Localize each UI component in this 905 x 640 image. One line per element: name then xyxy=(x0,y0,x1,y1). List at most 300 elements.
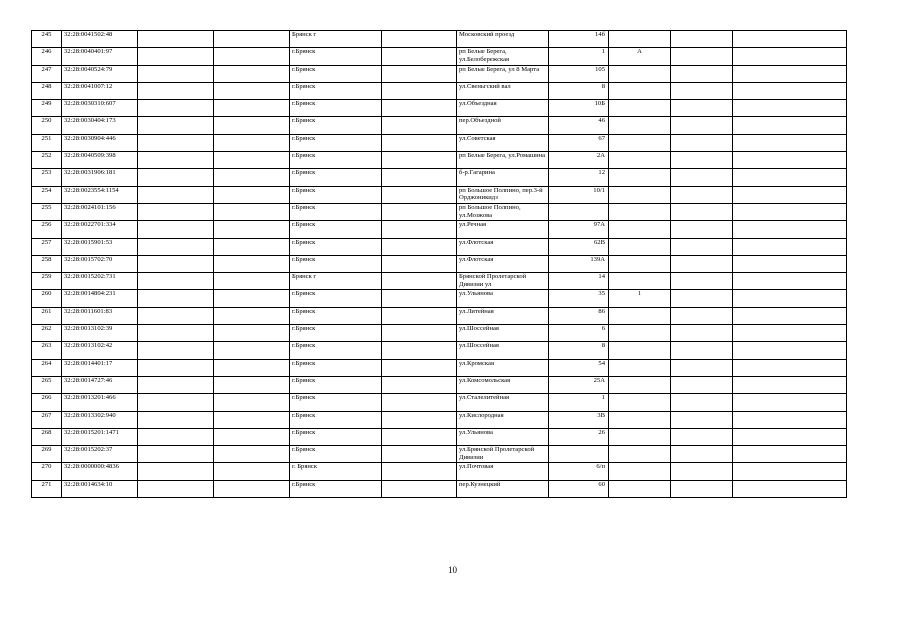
empty-cell xyxy=(214,428,290,445)
cadastral-number-cell: 32:28:0023554:1154 xyxy=(62,186,138,203)
city-cell: г.Брянск xyxy=(290,359,382,376)
empty-cell xyxy=(733,186,847,203)
empty-cell xyxy=(138,411,214,428)
empty-cell xyxy=(733,169,847,186)
empty-cell xyxy=(138,255,214,272)
table-row xyxy=(32,376,847,393)
city-cell: г.Брянск xyxy=(290,82,382,99)
cadastral-number-cell: 32:28:0000000:4836 xyxy=(62,463,138,480)
cadastral-number-cell: 32:28:0014634:10 xyxy=(62,480,138,497)
empty-cell xyxy=(214,100,290,117)
empty-cell xyxy=(214,152,290,169)
empty-cell xyxy=(138,290,214,307)
table-row xyxy=(32,359,847,376)
empty-cell xyxy=(382,307,457,324)
empty-cell xyxy=(214,411,290,428)
table-row xyxy=(32,290,847,307)
empty-cell xyxy=(671,376,733,393)
empty-cell xyxy=(382,463,457,480)
building-cell xyxy=(609,359,671,376)
table-row xyxy=(32,480,847,497)
empty-cell xyxy=(671,446,733,463)
table-row xyxy=(32,82,847,99)
empty-cell xyxy=(671,82,733,99)
house-number-cell: 6/п xyxy=(549,463,609,480)
cadastral-number-cell: 32:28:0040401:97 xyxy=(62,48,138,65)
row-number-cell: 259 xyxy=(32,273,62,290)
street-cell: ул.Объездная xyxy=(457,100,549,117)
empty-cell xyxy=(382,82,457,99)
house-number-cell: 26 xyxy=(549,428,609,445)
cadastral-number-cell: 32:28:0014727:46 xyxy=(62,376,138,393)
row-number-cell: 270 xyxy=(32,463,62,480)
building-cell xyxy=(609,463,671,480)
empty-cell xyxy=(733,446,847,463)
table-row xyxy=(32,48,847,65)
table-row xyxy=(32,31,847,48)
table-body xyxy=(32,31,847,498)
empty-cell xyxy=(138,221,214,238)
table-row xyxy=(32,152,847,169)
street-cell: пер.Кузнецкий xyxy=(457,480,549,497)
empty-cell xyxy=(671,290,733,307)
empty-cell xyxy=(733,238,847,255)
table-row xyxy=(32,186,847,203)
street-cell: ул.Флотская xyxy=(457,255,549,272)
building-cell xyxy=(609,117,671,134)
house-number-cell: 139А xyxy=(549,255,609,272)
cadastral-number-cell: 32:28:0024101:156 xyxy=(62,203,138,220)
table-row xyxy=(32,446,847,463)
empty-cell xyxy=(214,463,290,480)
city-cell: г.Брянск xyxy=(290,169,382,186)
row-number-cell: 261 xyxy=(32,307,62,324)
empty-cell xyxy=(671,65,733,82)
empty-cell xyxy=(214,48,290,65)
table-row xyxy=(32,169,847,186)
empty-cell xyxy=(382,359,457,376)
city-cell: г.Брянск xyxy=(290,376,382,393)
cadastral-number-cell: 32:28:0015702:70 xyxy=(62,255,138,272)
house-number-cell: 1 xyxy=(549,394,609,411)
row-number-cell: 269 xyxy=(32,446,62,463)
street-cell: ул.Ульянова xyxy=(457,428,549,445)
empty-cell xyxy=(733,65,847,82)
city-cell: г.Брянск xyxy=(290,428,382,445)
empty-cell xyxy=(214,359,290,376)
empty-cell xyxy=(382,325,457,342)
cadastral-number-cell: 32:28:0015901:53 xyxy=(62,238,138,255)
row-number-cell: 257 xyxy=(32,238,62,255)
city-cell: г.Брянск xyxy=(290,186,382,203)
empty-cell xyxy=(671,463,733,480)
house-number-cell: 86 xyxy=(549,307,609,324)
empty-cell xyxy=(733,117,847,134)
empty-cell xyxy=(138,325,214,342)
row-number-cell: 251 xyxy=(32,134,62,151)
row-number-cell: 258 xyxy=(32,255,62,272)
street-cell: Московский проезд xyxy=(457,31,549,48)
street-cell: ул.Речная xyxy=(457,221,549,238)
empty-cell xyxy=(382,134,457,151)
building-cell xyxy=(609,307,671,324)
table-row xyxy=(32,428,847,445)
empty-cell xyxy=(382,273,457,290)
empty-cell xyxy=(733,152,847,169)
street-cell: рп Белые Берега, ул.Ромашина xyxy=(457,152,549,169)
building-cell xyxy=(609,31,671,48)
empty-cell xyxy=(733,31,847,48)
street-cell: ул.Флотская xyxy=(457,238,549,255)
empty-cell xyxy=(138,203,214,220)
empty-cell xyxy=(382,342,457,359)
house-number-cell: 46 xyxy=(549,117,609,134)
building-cell xyxy=(609,134,671,151)
row-number-cell: 248 xyxy=(32,82,62,99)
house-number-cell xyxy=(549,446,609,463)
empty-cell xyxy=(382,238,457,255)
row-number-cell: 260 xyxy=(32,290,62,307)
empty-cell xyxy=(733,290,847,307)
building-cell: 1 xyxy=(609,290,671,307)
row-number-cell: 263 xyxy=(32,342,62,359)
empty-cell xyxy=(671,117,733,134)
street-cell: ул.Литейная xyxy=(457,307,549,324)
empty-cell xyxy=(214,446,290,463)
empty-cell xyxy=(733,376,847,393)
street-cell: ул.Комсомольская xyxy=(457,376,549,393)
building-cell xyxy=(609,273,671,290)
empty-cell xyxy=(733,307,847,324)
table-row xyxy=(32,307,847,324)
building-cell xyxy=(609,394,671,411)
table-row xyxy=(32,463,847,480)
house-number-cell: 8 xyxy=(549,82,609,99)
empty-cell xyxy=(671,342,733,359)
empty-cell xyxy=(214,394,290,411)
empty-cell xyxy=(138,480,214,497)
empty-cell xyxy=(671,273,733,290)
empty-cell xyxy=(671,100,733,117)
empty-cell xyxy=(671,238,733,255)
house-number-cell: 14б xyxy=(549,31,609,48)
empty-cell xyxy=(382,411,457,428)
row-number-cell: 266 xyxy=(32,394,62,411)
street-cell: ул.Кислородная xyxy=(457,411,549,428)
street-cell: рп Белые Берега, ул.Белобережская xyxy=(457,48,549,65)
table-row xyxy=(32,342,847,359)
building-cell xyxy=(609,325,671,342)
street-cell: ул.Почтовая xyxy=(457,463,549,480)
empty-cell xyxy=(214,169,290,186)
empty-cell xyxy=(382,394,457,411)
street-cell: б-р.Гагарина xyxy=(457,169,549,186)
empty-cell xyxy=(138,428,214,445)
city-cell: г.Брянск xyxy=(290,307,382,324)
empty-cell xyxy=(733,394,847,411)
empty-cell xyxy=(733,428,847,445)
cadastral-number-cell: 32:28:0041502:48 xyxy=(62,31,138,48)
city-cell: г.Брянск xyxy=(290,65,382,82)
cadastral-number-cell: 32:28:0040509:398 xyxy=(62,152,138,169)
table-row xyxy=(32,100,847,117)
empty-cell xyxy=(138,186,214,203)
table-row xyxy=(32,134,847,151)
row-number-cell: 249 xyxy=(32,100,62,117)
empty-cell xyxy=(733,463,847,480)
empty-cell xyxy=(138,134,214,151)
building-cell xyxy=(609,480,671,497)
cadastral-number-cell: 32:28:0030404:173 xyxy=(62,117,138,134)
building-cell xyxy=(609,255,671,272)
empty-cell xyxy=(671,428,733,445)
row-number-cell: 246 xyxy=(32,48,62,65)
row-number-cell: 255 xyxy=(32,203,62,220)
table-row xyxy=(32,273,847,290)
street-cell: ул.Кромская xyxy=(457,359,549,376)
building-cell xyxy=(609,65,671,82)
empty-cell xyxy=(733,273,847,290)
cadastral-number-cell: 32:28:0014804:231 xyxy=(62,290,138,307)
street-cell: рп Большое Полпино, ул.Мозжова xyxy=(457,203,549,220)
table-row xyxy=(32,238,847,255)
empty-cell xyxy=(733,134,847,151)
empty-cell xyxy=(382,203,457,220)
city-cell: г. Брянск xyxy=(290,463,382,480)
empty-cell xyxy=(671,221,733,238)
empty-cell xyxy=(733,480,847,497)
empty-cell xyxy=(733,359,847,376)
house-number-cell: 62В xyxy=(549,238,609,255)
empty-cell xyxy=(214,186,290,203)
empty-cell xyxy=(382,169,457,186)
row-number-cell: 265 xyxy=(32,376,62,393)
cadastral-number-cell: 32:28:0013102:39 xyxy=(62,325,138,342)
empty-cell xyxy=(382,117,457,134)
empty-cell xyxy=(214,65,290,82)
row-number-cell: 247 xyxy=(32,65,62,82)
empty-cell xyxy=(138,117,214,134)
house-number-cell: 10Б xyxy=(549,100,609,117)
empty-cell xyxy=(138,342,214,359)
empty-cell xyxy=(214,325,290,342)
empty-cell xyxy=(138,359,214,376)
empty-cell xyxy=(214,273,290,290)
empty-cell xyxy=(214,82,290,99)
house-number-cell: 105 xyxy=(549,65,609,82)
empty-cell xyxy=(733,325,847,342)
street-cell: рп Большое Полпино, пер.3-й Орджоникидз xyxy=(457,186,549,203)
row-number-cell: 262 xyxy=(32,325,62,342)
empty-cell xyxy=(214,376,290,393)
street-cell: ул.Ульянова xyxy=(457,290,549,307)
row-number-cell: 256 xyxy=(32,221,62,238)
empty-cell xyxy=(733,203,847,220)
city-cell: г.Брянск xyxy=(290,221,382,238)
empty-cell xyxy=(214,290,290,307)
house-number-cell: 67 xyxy=(549,134,609,151)
empty-cell xyxy=(214,307,290,324)
empty-cell xyxy=(138,65,214,82)
cadastral-number-cell: 32:28:0014401:17 xyxy=(62,359,138,376)
empty-cell xyxy=(214,134,290,151)
city-cell: г.Брянск xyxy=(290,152,382,169)
building-cell xyxy=(609,152,671,169)
table-row xyxy=(32,65,847,82)
empty-cell xyxy=(138,238,214,255)
house-number-cell xyxy=(549,203,609,220)
building-cell xyxy=(609,82,671,99)
city-cell: Брянск г xyxy=(290,273,382,290)
city-cell: г.Брянск xyxy=(290,325,382,342)
city-cell: г.Брянск xyxy=(290,255,382,272)
street-cell: ул.Свеньгский вал xyxy=(457,82,549,99)
table-row xyxy=(32,255,847,272)
empty-cell xyxy=(382,221,457,238)
empty-cell xyxy=(671,394,733,411)
empty-cell xyxy=(382,255,457,272)
row-number-cell: 250 xyxy=(32,117,62,134)
building-cell xyxy=(609,169,671,186)
empty-cell xyxy=(138,394,214,411)
page-number: 10 xyxy=(448,565,457,575)
empty-cell xyxy=(214,255,290,272)
table-row xyxy=(32,411,847,428)
city-cell: г.Брянск xyxy=(290,100,382,117)
city-cell: г.Брянск xyxy=(290,480,382,497)
empty-cell xyxy=(733,411,847,428)
empty-cell xyxy=(382,428,457,445)
house-number-cell: 3В xyxy=(549,411,609,428)
building-cell xyxy=(609,186,671,203)
city-cell: г.Брянск xyxy=(290,290,382,307)
empty-cell xyxy=(214,342,290,359)
empty-cell xyxy=(214,480,290,497)
cadastral-number-cell: 32:28:0013302:940 xyxy=(62,411,138,428)
empty-cell xyxy=(671,203,733,220)
house-number-cell: 97А xyxy=(549,221,609,238)
empty-cell xyxy=(214,117,290,134)
city-cell: г.Брянск xyxy=(290,411,382,428)
street-cell: ул.Советская xyxy=(457,134,549,151)
empty-cell xyxy=(733,48,847,65)
empty-cell xyxy=(138,48,214,65)
empty-cell xyxy=(671,307,733,324)
empty-cell xyxy=(671,255,733,272)
house-number-cell: 35 xyxy=(549,290,609,307)
table-row xyxy=(32,203,847,220)
cadastral-number-cell: 32:28:0015202:731 xyxy=(62,273,138,290)
empty-cell xyxy=(671,169,733,186)
empty-cell xyxy=(138,169,214,186)
city-cell: г.Брянск xyxy=(290,203,382,220)
row-number-cell: 271 xyxy=(32,480,62,497)
cadastral-number-cell: 32:28:0015202:37 xyxy=(62,446,138,463)
house-number-cell: 2А xyxy=(549,152,609,169)
empty-cell xyxy=(138,152,214,169)
property-table xyxy=(31,30,847,498)
street-cell: ул.Шоссейная xyxy=(457,325,549,342)
empty-cell xyxy=(138,273,214,290)
building-cell xyxy=(609,446,671,463)
empty-cell xyxy=(382,186,457,203)
row-number-cell: 245 xyxy=(32,31,62,48)
empty-cell xyxy=(733,221,847,238)
building-cell xyxy=(609,428,671,445)
cadastral-number-cell: 32:28:0013102:42 xyxy=(62,342,138,359)
empty-cell xyxy=(382,480,457,497)
city-cell: г.Брянск xyxy=(290,446,382,463)
empty-cell xyxy=(138,446,214,463)
city-cell: г.Брянск xyxy=(290,238,382,255)
empty-cell xyxy=(138,31,214,48)
cadastral-number-cell: 32:28:0030904:446 xyxy=(62,134,138,151)
empty-cell xyxy=(382,446,457,463)
row-number-cell: 264 xyxy=(32,359,62,376)
cadastral-number-cell: 32:28:0030310:607 xyxy=(62,100,138,117)
empty-cell xyxy=(671,325,733,342)
row-number-cell: 267 xyxy=(32,411,62,428)
empty-cell xyxy=(671,411,733,428)
city-cell: г.Брянск xyxy=(290,48,382,65)
empty-cell xyxy=(214,238,290,255)
house-number-cell: 60 xyxy=(549,480,609,497)
empty-cell xyxy=(671,186,733,203)
street-cell: Брянской Пролетарской Дивизии ул xyxy=(457,273,549,290)
empty-cell xyxy=(733,342,847,359)
street-cell: рп Белые Берега, ул 8 Марта xyxy=(457,65,549,82)
city-cell: г.Брянск xyxy=(290,394,382,411)
table-row xyxy=(32,325,847,342)
row-number-cell: 253 xyxy=(32,169,62,186)
house-number-cell: 8 xyxy=(549,342,609,359)
cadastral-number-cell: 32:28:0040524:79 xyxy=(62,65,138,82)
cadastral-number-cell: 32:28:0013201:466 xyxy=(62,394,138,411)
cadastral-number-cell: 32:28:0022701:334 xyxy=(62,221,138,238)
house-number-cell: 54 xyxy=(549,359,609,376)
row-number-cell: 268 xyxy=(32,428,62,445)
building-cell xyxy=(609,100,671,117)
empty-cell xyxy=(671,480,733,497)
cadastral-number-cell: 32:28:0011601:83 xyxy=(62,307,138,324)
empty-cell xyxy=(671,31,733,48)
empty-cell xyxy=(138,82,214,99)
building-cell xyxy=(609,342,671,359)
building-cell xyxy=(609,411,671,428)
house-number-cell: 14 xyxy=(549,273,609,290)
empty-cell xyxy=(214,203,290,220)
building-cell xyxy=(609,203,671,220)
house-number-cell: 10/1 xyxy=(549,186,609,203)
house-number-cell: 12 xyxy=(549,169,609,186)
city-cell: Брянск г xyxy=(290,31,382,48)
building-cell: А xyxy=(609,48,671,65)
empty-cell xyxy=(382,152,457,169)
house-number-cell: 25А xyxy=(549,376,609,393)
empty-cell xyxy=(214,31,290,48)
street-cell: ул.Шоссейная xyxy=(457,342,549,359)
empty-cell xyxy=(382,65,457,82)
empty-cell xyxy=(671,134,733,151)
street-cell: ул.Сталелитейная xyxy=(457,394,549,411)
empty-cell xyxy=(138,376,214,393)
empty-cell xyxy=(671,152,733,169)
city-cell: г.Брянск xyxy=(290,117,382,134)
empty-cell xyxy=(138,463,214,480)
street-cell: ул.Брянской Пролетарской Дивизии xyxy=(457,446,549,463)
empty-cell xyxy=(733,100,847,117)
empty-cell xyxy=(733,82,847,99)
